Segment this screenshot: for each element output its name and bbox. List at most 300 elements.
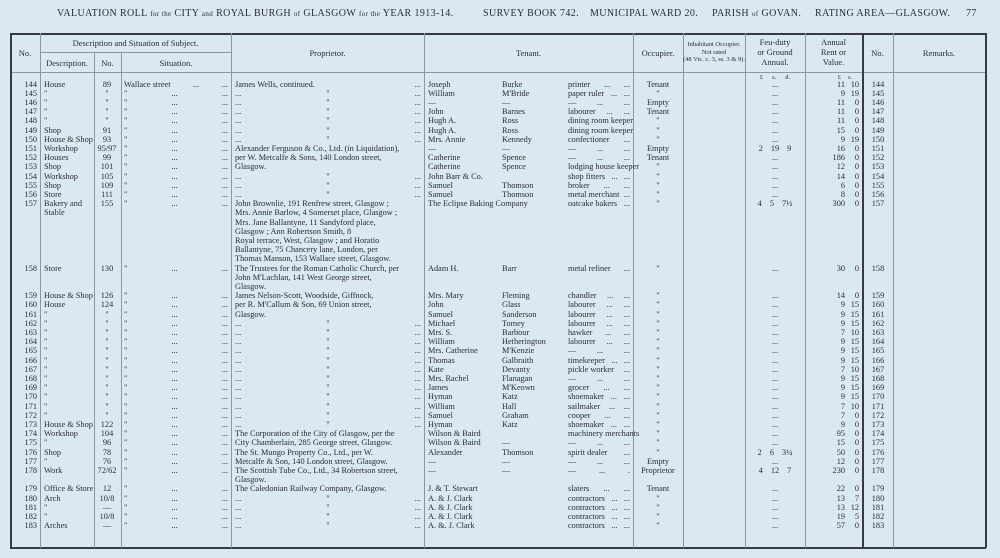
tenant-occupation-part: confectioner	[568, 134, 610, 144]
rent-pounds: 14	[836, 171, 845, 181]
situation-part: ...	[171, 355, 178, 365]
proprietor	[235, 98, 421, 107]
entry-number: 165	[24, 346, 37, 356]
entry-number: 172	[24, 410, 37, 420]
situation-part: ...	[221, 410, 228, 420]
header-inhabitant-line: Inhabitant Occupier.	[687, 41, 741, 48]
proprietor-part: ...	[414, 116, 421, 126]
situation-part: "	[124, 143, 128, 153]
proprietor-part: ...	[414, 337, 421, 347]
feu-duty	[748, 484, 802, 493]
tenant-occupation-part: ...	[623, 79, 630, 89]
entry-number: 149	[24, 125, 37, 135]
situation-part: ...	[171, 199, 178, 209]
tenant-first-name: A. &. J. Clark	[428, 521, 475, 531]
occupier: Tenant	[646, 153, 670, 163]
situation	[124, 199, 228, 208]
situation-part: ...	[171, 364, 178, 374]
tenant-surname: Barnes	[502, 107, 526, 117]
table-row	[0, 199, 1000, 208]
proprietor	[235, 162, 421, 171]
rent-shillings: 15	[850, 392, 859, 402]
proprietor-part: "	[326, 392, 330, 402]
proprietor	[235, 475, 421, 484]
proprietor-part: ...	[235, 419, 242, 429]
feu-duty	[748, 383, 802, 392]
tenant-occupation	[568, 521, 630, 530]
house-number: 104	[100, 429, 114, 439]
tenant-first-name: Kate	[428, 364, 444, 374]
tenant-occupation	[568, 448, 630, 457]
tenant-first-name: Hyman	[428, 419, 453, 429]
tenant-first-name: Hugh A.	[428, 116, 457, 126]
feu-duty-part: 7	[787, 465, 792, 475]
tenant-occupation	[568, 162, 639, 172]
rent-pounds: 30	[836, 263, 845, 273]
occupier: "	[656, 401, 660, 411]
description: Shop	[44, 162, 62, 172]
entry-number: 170	[24, 392, 37, 402]
tenant-occupation-part: —	[568, 97, 577, 107]
tenant-surname: Thomson	[502, 189, 534, 199]
proprietor-part: ...	[414, 189, 421, 199]
feu-duty	[748, 291, 802, 300]
tenant-occupation-part: ...	[623, 97, 630, 107]
tenant-occupation	[568, 337, 630, 346]
description: Shop	[44, 447, 62, 457]
tenant-surname: Spence	[502, 153, 526, 163]
table-row	[0, 512, 1000, 521]
rent-shillings: 5	[854, 511, 859, 521]
situation-part: ...	[171, 318, 178, 328]
feu-duty	[748, 144, 802, 153]
tenant-occupation-part: ...	[604, 410, 611, 420]
tenant-first-name: Samuel	[428, 180, 453, 190]
situation-part: ...	[171, 456, 178, 466]
proprietor-part: Royal terrace, West, Glasgow ; and Horatio	[235, 235, 380, 245]
entry-number-right: 171	[871, 401, 885, 411]
situation	[124, 328, 228, 337]
rent-pounds: 9	[840, 346, 845, 356]
tenant-occupation	[568, 135, 630, 144]
table-top-rule	[10, 33, 986, 35]
situation	[124, 374, 228, 383]
header-inhabitant	[683, 41, 745, 64]
tenant-first-name: Catherine	[428, 162, 461, 172]
entry-number: 163	[24, 327, 37, 337]
tenant-first-name: Mrs. Rachel	[428, 373, 469, 383]
tenant-occupation-part: ...	[603, 180, 610, 190]
feu-duty-part: ...	[771, 521, 779, 531]
tenant-surname: Graham	[502, 410, 529, 420]
situation-part: ...	[221, 465, 228, 475]
feu-duty	[748, 438, 802, 447]
situation	[124, 503, 228, 512]
proprietor	[235, 190, 421, 199]
proprietor-part: ...	[414, 419, 421, 429]
house-number: "	[105, 318, 109, 328]
house-number: 89	[102, 79, 112, 89]
header-feu-line: Annual.	[761, 57, 789, 67]
situation	[124, 144, 228, 153]
entry-number-right: 176	[871, 447, 885, 457]
entry-number-right: 167	[871, 364, 885, 374]
situation	[124, 162, 228, 171]
entry-number-right: 153	[871, 162, 885, 172]
tenant-occupation-part: ...	[623, 263, 630, 273]
proprietor-part: James Wells, continued.	[235, 79, 315, 89]
occupier: "	[656, 291, 660, 301]
tenant-first-name: John	[428, 107, 444, 117]
rent-shillings: 0	[854, 429, 859, 439]
feu-duty-part: ...	[771, 180, 779, 190]
situation	[124, 512, 228, 521]
rent-shillings: 15	[850, 373, 859, 383]
tenant-occupation	[568, 356, 630, 365]
table-row-continuation	[0, 218, 1000, 227]
table-row-continuation	[0, 282, 1000, 291]
description: "	[44, 511, 48, 521]
description: Arches	[44, 521, 68, 531]
tenant-surname: M'Bride	[502, 88, 530, 98]
description: "	[44, 401, 48, 411]
tenant-occupation-part: timekeeper	[568, 355, 605, 365]
proprietor	[235, 273, 421, 282]
table-row-continuation	[0, 254, 1000, 263]
house-number: "	[105, 346, 109, 356]
tenant-occupation-part: ...	[623, 318, 630, 328]
house-number: "	[105, 383, 109, 393]
proprietor-part: ...	[414, 346, 421, 356]
situation-part: ...	[221, 502, 228, 512]
occupier: "	[656, 125, 660, 135]
occupier: "	[656, 355, 660, 365]
rent-pounds: 16	[836, 143, 845, 153]
rent-pounds: 186	[832, 153, 845, 163]
situation-part: ...	[171, 300, 178, 310]
tenant-occupation-part: ...	[623, 438, 630, 448]
proprietor	[235, 310, 421, 319]
table-row	[0, 374, 1000, 383]
parish-label: PARISH	[712, 8, 750, 19]
feu-duty-part: 9	[787, 143, 792, 153]
entry-number-right: 161	[871, 309, 885, 319]
proprietor-part: "	[326, 116, 330, 126]
tenant-occupation-part: ...	[623, 392, 630, 402]
tenant-occupation-part: slaters	[568, 484, 590, 494]
situation-part: ...	[221, 318, 228, 328]
situation-part: ...	[171, 309, 178, 319]
tenant-occupation-part: —	[568, 456, 577, 466]
tenant-occupation-part: .	[627, 465, 630, 475]
situation	[124, 135, 228, 144]
situation	[124, 291, 228, 300]
tenant-first-name: James	[428, 383, 449, 393]
tenant-first-name: Thomas	[428, 355, 455, 365]
proprietor-part: ...	[235, 392, 242, 402]
proprietor-part: ...	[414, 134, 421, 144]
table-row	[0, 300, 1000, 309]
table-row	[0, 319, 1000, 328]
house-number: 72/62	[97, 465, 117, 475]
proprietor-part: "	[326, 318, 330, 328]
feu-duty	[748, 346, 802, 355]
tenant-occupation-part: ...	[610, 88, 618, 98]
rent-shillings: 10	[850, 401, 859, 411]
occupier: "	[656, 383, 660, 393]
proprietor-part: ...	[235, 189, 242, 199]
table-row-continuation	[0, 236, 1000, 245]
rent-pounds: 9	[840, 383, 845, 393]
description: House & Shop	[44, 291, 93, 301]
description: "	[44, 107, 48, 117]
tenant-occupation-part: ...	[623, 291, 630, 301]
proprietor-part: The St. Mungo Property Co., Ltd., per W.	[235, 447, 374, 457]
tenant-occupation-part: dining room keeper	[568, 116, 633, 126]
feu-duty-part: ...	[771, 309, 779, 319]
proprietor-part: "	[326, 125, 330, 135]
tenant-surname: Ross	[502, 116, 519, 126]
tenant-occupation-part: ...	[623, 355, 630, 365]
situation	[124, 107, 228, 116]
tenant-occupation-part: ...	[611, 502, 618, 512]
situation-part: ...	[221, 364, 228, 374]
tenant-occupation	[568, 80, 630, 89]
tenant-occupation	[568, 420, 630, 429]
feu-duty	[748, 300, 802, 309]
rent-shillings: 0	[854, 116, 859, 126]
rent-pounds: 9	[840, 392, 845, 402]
tenant-first-name: Joseph	[428, 79, 451, 89]
situation-part: ...	[171, 107, 178, 117]
header-annual-rent	[805, 37, 862, 67]
situation	[124, 310, 228, 319]
occupier: "	[656, 447, 660, 457]
tenant-occupation	[568, 107, 630, 116]
situation-part: ...	[171, 134, 178, 144]
description: Bakery and	[44, 199, 83, 209]
proprietor-part: "	[326, 383, 330, 393]
tenant-occupation-part: ...	[608, 401, 616, 411]
tenant-first-name: Michael	[428, 318, 456, 328]
house-number: 126	[100, 291, 114, 301]
house-number: 109	[100, 180, 114, 190]
description: Shop	[44, 180, 62, 190]
entry-number-right: 174	[871, 429, 885, 439]
tenant-occupation-part: ...	[596, 373, 604, 383]
tenant-surname: Glass	[502, 300, 521, 310]
feu-duty	[748, 448, 802, 457]
tenant-occupation	[568, 503, 630, 512]
situation-part: ...	[221, 327, 228, 337]
proprietor-part: ...	[414, 511, 421, 521]
tenant-surname: Katz	[502, 419, 518, 429]
tenant-occupation-part: labourer	[568, 318, 596, 328]
situation-part: ...	[221, 511, 228, 521]
situation-part: ...	[221, 447, 228, 457]
table-row	[0, 346, 1000, 355]
feu-duty-part: ...	[771, 337, 779, 347]
tenant-first-name: Alexander	[428, 447, 463, 457]
page-number: 77	[966, 8, 977, 19]
tenant-surname: —	[502, 456, 511, 466]
proprietor	[235, 374, 421, 383]
entry-number: 144	[24, 79, 37, 89]
proprietor	[235, 383, 421, 392]
tenant-first-name: Hugh A.	[428, 125, 457, 135]
header-no: No.	[18, 48, 32, 58]
tenant-surname: Sanderson	[502, 309, 537, 319]
entry-number: 150	[24, 134, 37, 144]
feu-duty	[748, 98, 802, 107]
heading-valuation-roll	[57, 8, 454, 19]
proprietor	[235, 512, 421, 521]
table-bottom-rule	[10, 547, 986, 549]
proprietor	[235, 300, 421, 309]
feu-duty	[748, 116, 802, 125]
tenant-occupation-part: ...	[596, 346, 604, 356]
feu-duty-part: 4	[758, 465, 763, 475]
proprietor-part: ...	[235, 116, 242, 126]
entry-number: 156	[24, 189, 37, 199]
tenant-surname: —	[502, 97, 511, 107]
feu-duty-part: ...	[771, 493, 779, 503]
table-row	[0, 466, 1000, 475]
proprietor-part: Glasgow.	[235, 309, 267, 319]
tenant-occupation-part: ...	[611, 521, 618, 531]
feu-duty-part: ...	[771, 438, 779, 448]
rent-pounds: 11	[837, 107, 845, 117]
proprietor-part: "	[326, 419, 330, 429]
entry-number-right: 151	[871, 143, 885, 153]
header-inhabitant-line: Not rated	[701, 48, 727, 56]
tenant-first-name: The Eclipse Baking Company	[428, 199, 528, 209]
feu-duty-part: 6	[769, 447, 774, 457]
tenant-occupation-part: hawker	[568, 327, 593, 337]
rent-pounds: 57	[836, 521, 845, 531]
rating-area: RATING AREA—GLASGOW.	[815, 8, 951, 19]
tenant-occupation-part: contractors	[568, 511, 605, 521]
occupier: "	[656, 493, 660, 503]
situation-part: ...	[171, 337, 178, 347]
house-number: 10/8	[99, 493, 115, 503]
situation-part: "	[124, 116, 128, 126]
rent-shillings: 0	[854, 107, 859, 117]
header-rent-line: Value.	[822, 57, 845, 67]
proprietor	[235, 346, 421, 355]
situation-part: "	[124, 171, 128, 181]
rent-shillings: 10	[850, 79, 859, 89]
feu-duty	[748, 107, 802, 116]
situation-part: ...	[221, 88, 228, 98]
proprietor-part: "	[326, 337, 330, 347]
tenant-occupation	[568, 264, 630, 273]
situation-part: ...	[221, 300, 228, 310]
tenant-occupation	[568, 125, 633, 135]
proprietor-part: The Corporation of the City of Glasgow, per the	[235, 429, 395, 439]
table-row-continuation	[0, 227, 1000, 236]
situation-part: ...	[221, 392, 228, 402]
situation	[124, 429, 228, 438]
table-row	[0, 457, 1000, 466]
proprietor	[235, 135, 421, 144]
entry-number: 147	[24, 107, 37, 117]
proprietor	[235, 89, 421, 98]
situation-part: "	[124, 291, 128, 301]
feu-duty-part: 3¼	[781, 447, 793, 457]
tenant-occupation	[568, 190, 630, 199]
table-row	[0, 80, 1000, 89]
situation-part: "	[124, 107, 128, 117]
feu-duty-part: ...	[771, 419, 779, 429]
tenant-occupation-part: labourer	[568, 337, 596, 347]
description: Stable	[44, 208, 65, 218]
tenant-occupation-part: ...	[611, 493, 618, 503]
tenant-occupation-part: sailmaker	[568, 401, 601, 411]
situation-part: "	[124, 199, 128, 209]
tenant-occupation-part: ...	[623, 456, 630, 466]
rent-pounds: 11	[837, 97, 845, 107]
tenant-surname: Fleming	[502, 291, 530, 301]
proprietor-part: ...	[235, 337, 242, 347]
situation-part: ...	[221, 373, 228, 383]
entry-number: 168	[24, 373, 37, 383]
entry-number-right: 162	[871, 318, 885, 328]
proprietor-part: "	[326, 327, 330, 337]
tenant-occupation-part: machinery merchants	[568, 429, 640, 439]
tenant-occupation-part: paper ruler	[568, 88, 605, 98]
situation-part: "	[124, 383, 128, 393]
situation-part: ...	[171, 401, 178, 411]
entry-number-right: 147	[871, 107, 885, 117]
occupier: "	[656, 392, 660, 402]
tenant-occupation-part: ...	[623, 171, 630, 181]
description: "	[44, 383, 48, 393]
tenant-occupation-part: ...	[596, 143, 604, 153]
rent-pounds: 12	[836, 162, 845, 172]
proprietor	[235, 319, 421, 328]
rent-pounds: 11	[837, 79, 845, 89]
tenant-occupation-part: ...	[611, 171, 618, 181]
situation	[124, 153, 228, 162]
feu-duty-part: ...	[771, 410, 779, 420]
table-row	[0, 438, 1000, 447]
unit-shillings: s.	[772, 74, 777, 81]
tenant-occupation	[568, 172, 630, 181]
feu-duty-part: 7½	[781, 199, 793, 209]
rent-pounds: 15	[836, 438, 845, 448]
tenant-surname: Galbraith	[502, 355, 534, 365]
proprietor-part: "	[326, 401, 330, 411]
rent-pounds: 14	[836, 291, 845, 301]
occupier: Empty	[646, 97, 670, 107]
situation-part: ...	[221, 438, 228, 448]
entry-number: 181	[24, 502, 37, 512]
proprietor-part: "	[326, 410, 330, 420]
situation-part: ...	[221, 484, 228, 494]
situation-part: ...	[171, 447, 178, 457]
situation	[124, 356, 228, 365]
heading-text: and	[201, 10, 214, 18]
situation-part: ...	[171, 171, 178, 181]
entry-number-right: 158	[871, 263, 885, 273]
tenant-occupation-part: ...	[606, 309, 613, 319]
tenant-occupation-part: ...	[603, 383, 610, 393]
proprietor-part: ...	[235, 97, 242, 107]
rent-shillings: 0	[854, 456, 859, 466]
proprietor	[235, 438, 421, 447]
tenant-occupation-part: ...	[623, 309, 630, 319]
